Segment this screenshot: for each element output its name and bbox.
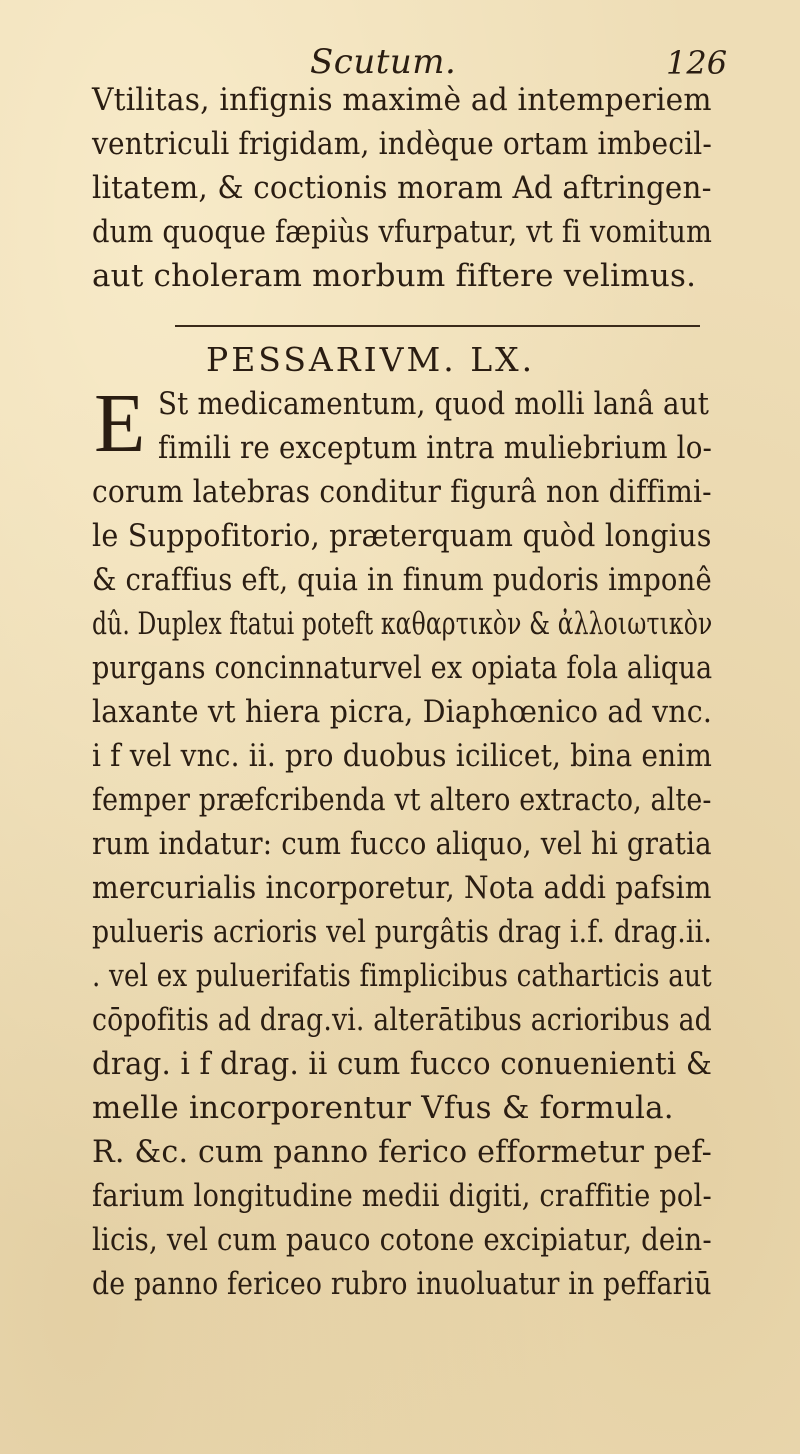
body-line: rum indatur: cum fucco aliquo, vel hi gratia <box>92 826 712 862</box>
body-line: dû. Duplex ftatui poteft καθαρτικὸν & ἀλλοιωτικὸν <box>92 606 713 642</box>
body-line: i f vel vnc. ii. pro duobus icilicet, bina enim <box>92 738 713 774</box>
body-line: pulueris acrioris vel purgâtis drag i.f. drag.ii. <box>92 914 712 950</box>
intro-line: aut choleram morbum fiftere velimus. <box>92 258 697 294</box>
body-line: de panno fericeo rubro inuoluatur in peffariū <box>92 1266 712 1302</box>
intro-line: dum quoque fæpiùs vfurpatur, vt fi vomitum <box>92 214 713 250</box>
body-line: melle incorporentur Vfus & formula. <box>92 1090 674 1126</box>
body-line: . vel ex puluerifatis fimplicibus catharticis aut <box>92 958 712 994</box>
body-line: mercurialis incorporetur, Nota addi pafsim <box>92 870 712 906</box>
page-number: 126 <box>666 44 728 82</box>
body-line: drag. i f drag. ii cum fucco conuenienti & <box>92 1046 713 1082</box>
drop-cap: E <box>94 377 146 470</box>
body-line: corum latebras conditur figurâ non diffimi- <box>92 474 712 510</box>
body-line: R. &c. cum panno ferico efformetur pef- <box>92 1134 712 1170</box>
body-line: le Suppofitorio, præterquam quòd longius <box>92 518 712 554</box>
body-line: laxante vt hiera picra, Diaphœnico ad vnc. <box>92 694 713 730</box>
body-line: cōpofitis ad drag.vi. alterātibus acrioribus ad <box>92 1002 712 1038</box>
section-heading: PESSARIVM. LX. <box>206 340 536 379</box>
body-line: St medicamentum, quod molli lanâ aut <box>158 386 710 422</box>
body-line: fimili re exceptum intra muliebrium lo- <box>158 430 713 466</box>
body-line: farium longitudine medii digiti, craffitie pol- <box>92 1178 712 1214</box>
intro-line: ventriculi frigidam, indèque ortam imbecil- <box>92 126 712 162</box>
section-divider <box>175 325 700 327</box>
body-line: femper præfcribenda vt altero extracto, alte- <box>92 782 712 818</box>
body-line: licis, vel cum pauco cotone excipiatur, dein- <box>92 1222 712 1258</box>
body-line: purgans concinnaturvel ex opiata fola aliqua <box>92 650 713 686</box>
running-head: Scutum. <box>310 42 457 82</box>
intro-line: Vtilitas, infignis maximè ad intemperiem <box>92 82 712 118</box>
intro-line: litatem, & coctionis moram Ad aftringen- <box>92 170 712 206</box>
body-line: & craffius eft, quia in finum pudoris imponê <box>92 562 712 598</box>
